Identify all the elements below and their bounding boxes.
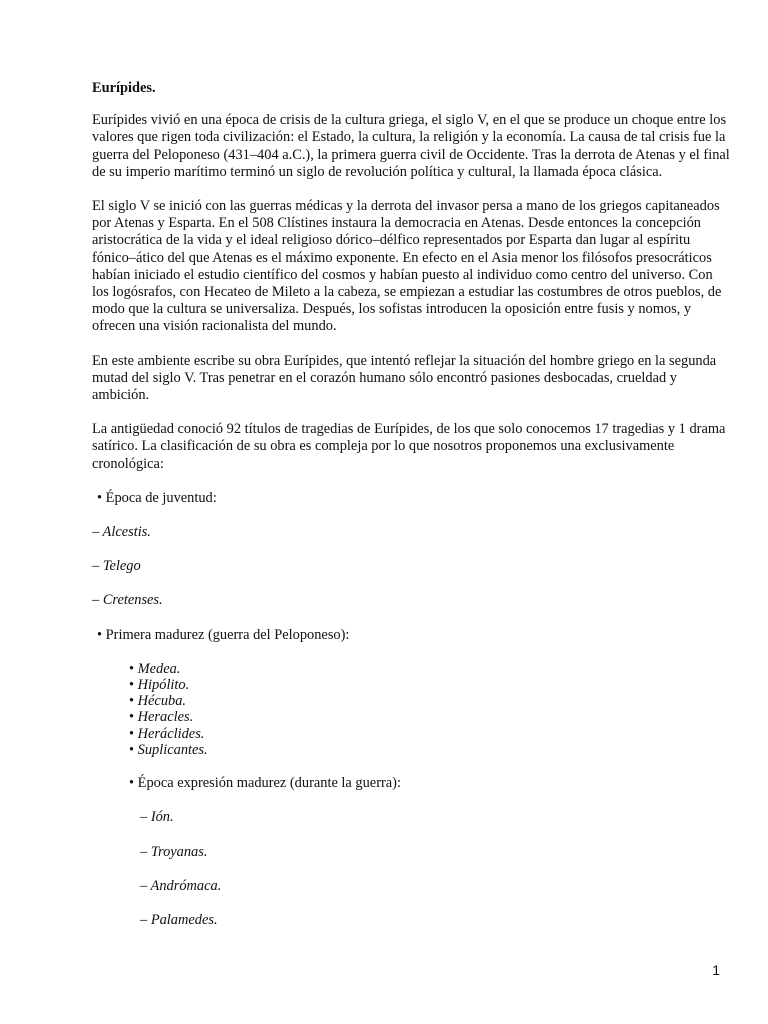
period-label: Época de juventud: — [105, 489, 217, 506]
bullet-marker: • — [129, 741, 135, 758]
list-item — [129, 661, 732, 677]
list-item — [129, 677, 732, 693]
paragraph: Eurípides vivió en una época de crisis de la cultura griega, el siglo V, en el que se produce un choque entre los valores que rigen toda civilización: el Estado, la cultura, la religión y la economía. La causa de tal crisis fue la guerra del Peloponeso (431–404 a.C.), la primera guerra civil de Occidente. Tras la derrota de Atenas y el final de su imperio marítimo terminó un siglo de revolución política y cultural, la llamada época clásica. — [92, 112, 730, 180]
list-item — [140, 844, 732, 861]
period-label: Primera madurez (guerra del Peloponeso): — [105, 626, 350, 643]
list-item — [129, 709, 732, 725]
list-item — [92, 592, 732, 609]
list-item — [129, 742, 732, 758]
bullet-marker: • — [129, 709, 135, 726]
work-title: Telego — [102, 558, 141, 575]
period-heading-expresion-madurez — [129, 775, 732, 792]
work-title: Suplicantes. — [137, 741, 208, 758]
list-item — [92, 524, 732, 541]
list-item — [140, 912, 732, 929]
page-number: 1 — [712, 962, 720, 978]
works-list — [129, 661, 732, 758]
work-title: Andrómaca. — [150, 877, 222, 894]
dash-marker: – — [140, 809, 148, 826]
bullet-marker: • — [129, 677, 135, 694]
dash-marker: – — [140, 877, 148, 894]
period-heading-juventud — [97, 490, 732, 507]
dash-marker: – — [140, 843, 148, 860]
work-title: Palamedes. — [150, 911, 218, 928]
work-title: Heracles. — [137, 709, 194, 726]
work-title: Hécuba. — [137, 693, 187, 710]
list-item — [92, 558, 732, 575]
bullet-marker: • — [129, 725, 135, 742]
bullet-marker: • — [97, 626, 103, 643]
work-title: Troyanas. — [150, 843, 208, 860]
work-title: Cretenses. — [102, 592, 163, 609]
work-title: Heráclides. — [137, 725, 205, 742]
work-title: Ión. — [150, 809, 174, 826]
dash-marker: – — [92, 592, 100, 609]
bullet-marker: • — [97, 489, 103, 506]
work-title: Alcestis. — [102, 524, 151, 541]
period-label: Época expresión madurez (durante la guerra): — [137, 775, 401, 792]
bullet-marker: • — [129, 660, 135, 677]
paragraph: En este ambiente escribe su obra Eurípides, que intentó reflejar la situación del hombre griego en la segunda mutad del siglo V. Tras penetrar en el corazón humano sólo encontró pasiones desbocadas, crueldad y ambición. — [92, 352, 717, 404]
bullet-marker: • — [129, 775, 135, 792]
list-item — [140, 878, 732, 895]
paragraph: El siglo V se inició con las guerras médicas y la derrota del invasor persa a mano de los griegos capitaneados por Atenas y Esparta. En el 508 Clístines instaura la democracia en Atenas. Desde entonces la concepción aristocrática de la vida y el ideal religioso dórico–délfico representados por Esparta dan lugar al espíritu fónico–ático del que Atenas es el máximo exponente. En efecto en el Asia menor los filósofos presocráticos habían iniciado el estudio científico del cosmos y habían puesto al individuo como centro del universo. Con los logósrafos, con Hecateo de Mileto a la cabeza, se empiezan a estudiar las costumbres de otros pueblos, de modo que la cultura se universaliza. Después, los sofistas introducen la oposición entre fusis y nomos, y ofrecen una visión racionalista del mundo. — [92, 198, 722, 335]
bullet-marker: • — [129, 693, 135, 710]
list-item — [129, 726, 732, 742]
dash-marker: – — [92, 524, 100, 541]
list-item — [140, 809, 732, 826]
dash-marker: – — [140, 911, 148, 928]
period-heading-primera-madurez — [97, 627, 732, 644]
document-title: Eurípides. — [92, 80, 156, 96]
list-item — [129, 693, 732, 709]
document-body — [92, 80, 732, 946]
work-title: Hipólito. — [137, 677, 190, 694]
paragraph: La antigüedad conoció 92 títulos de tragedias de Eurípides, de los que solo conocemos 17 tragedias y 1 drama satírico. La clasificación de su obra es compleja por lo que nosotros proponemos una exclusivamente cronológica: — [92, 421, 726, 472]
dash-marker: – — [92, 558, 100, 575]
work-title: Medea. — [137, 660, 181, 677]
